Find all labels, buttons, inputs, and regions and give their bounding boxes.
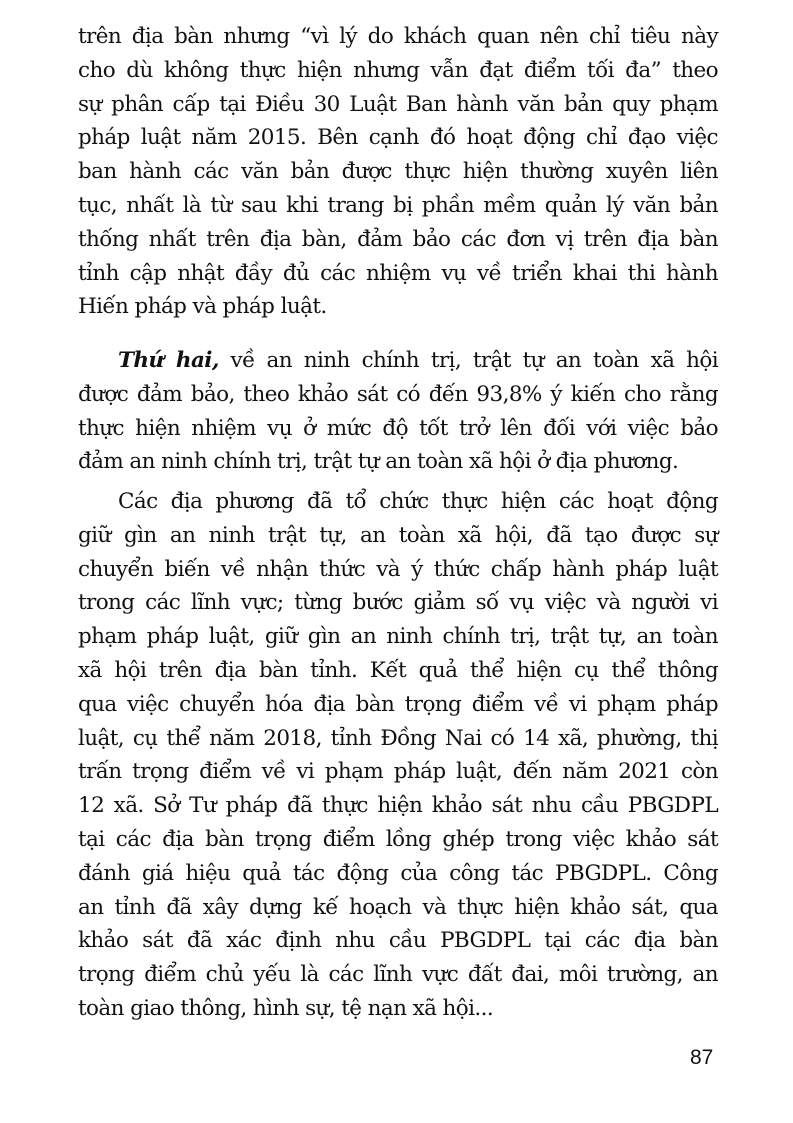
text-line: qua việc chuyển hóa địa bàn trọng điểm về vi phạm pháp — [78, 691, 718, 717]
text-line: toàn giao thông, hình sự, tệ nạn xã hội... — [78, 996, 494, 1021]
text-line: khảo sát đã xác định nhu cầu PBGDPL tại các địa bàn — [78, 928, 718, 954]
text-line — [118, 346, 718, 376]
text-line: phạm pháp luật, giữ gìn an ninh chính trị, trật tự, an toàn — [78, 624, 718, 650]
text-line: được đảm bảo, theo khảo sát có đến 93,8% ý kiến cho rằng — [78, 381, 718, 407]
text-line: 12 xã. Sở Tư pháp đã thực hiện khảo sát nhu cầu PBGDPL — [78, 793, 718, 819]
text-line: chuyển biến về nhận thức và ý thức chấp hành pháp luật — [78, 556, 718, 582]
text-line: an tỉnh đã xây dựng kế hoạch và thực hiện khảo sát, qua — [78, 894, 718, 920]
text-line: cho dù không thực hiện nhưng vẫn đạt điểm tối đa” theo — [78, 57, 718, 83]
text-line: tục, nhất là từ sau khi trang bị phần mềm quản lý văn bản — [78, 193, 718, 218]
text-line: tỉnh cập nhật đầy đủ các nhiệm vụ về triển khai thi hành — [78, 260, 718, 286]
text-line: xã hội trên địa bàn tỉnh. Kết quả thể hiện cụ thể thông — [78, 658, 718, 683]
text-line: thống nhất trên địa bàn, đảm bảo các đơn vị trên địa bàn — [78, 226, 718, 252]
paragraph-lead: Thứ hai, — [118, 348, 219, 373]
text-line: giữ gìn an ninh trật tự, an toàn xã hội, đã tạo được sự — [78, 522, 718, 548]
text-line: Hiến pháp và pháp luật. — [78, 294, 327, 320]
text-line: Các địa phương đã tổ chức thực hiện các hoạt động — [118, 489, 718, 514]
text-line: thực hiện nhiệm vụ ở mức độ tốt trở lên đối với việc bảo — [78, 415, 718, 441]
page-number: 87 — [690, 1046, 714, 1069]
text-line: trên địa bàn nhưng “vì lý do khách quan nên chỉ tiêu này — [78, 24, 718, 49]
text-line: trong các lĩnh vực; từng bước giảm số vụ việc và người vi — [78, 590, 718, 616]
text-line: luật, cụ thể năm 2018, tỉnh Đồng Nai có 14 xã, phường, thị — [78, 725, 718, 751]
text-line: tại các địa bàn trọng điểm lồng ghép trong việc khảo sát — [78, 827, 718, 852]
text-line: đảm an ninh chính trị, trật tự an toàn xã hội ở địa phương. — [78, 449, 679, 475]
text-line: pháp luật năm 2015. Bên cạnh đó hoạt động chỉ đạo việc — [78, 125, 718, 151]
text-line: trọng điểm chủ yếu là các lĩnh vực đất đai, môi trường, an — [78, 962, 718, 988]
line-text: về an ninh chính trị, trật tự an toàn xã hội — [218, 348, 718, 373]
text-line: trấn trọng điểm về vi phạm pháp luật, đến năm 2021 còn — [78, 759, 718, 785]
text-line: sự phân cấp tại Điều 30 Luật Ban hành văn bản quy phạm — [78, 91, 718, 117]
text-line: đánh giá hiệu quả tác động của công tác PBGDPL. Công — [78, 860, 718, 886]
text-line: ban hành các văn bản được thực hiện thường xuyên liên — [78, 159, 718, 185]
